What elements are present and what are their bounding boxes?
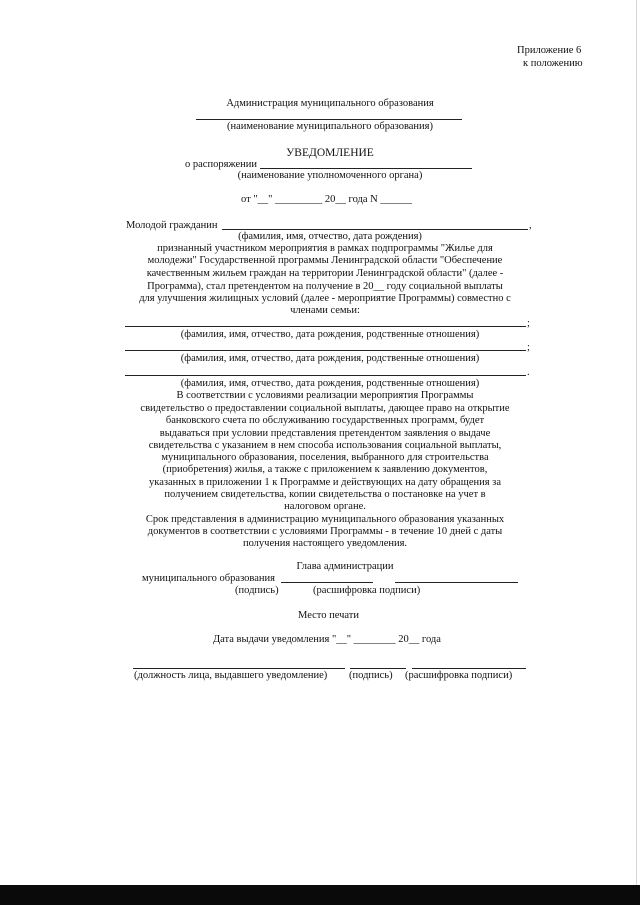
scan-edge: [636, 0, 637, 885]
date-line: от "__" _________ 20__ года N ______: [241, 194, 412, 205]
family-member-line-1: [125, 326, 526, 327]
body-text-2: свидетельство о предоставлении социальной выплаты, дающее право на открытие: [140, 403, 510, 414]
municipality-label: муниципального образования: [142, 573, 275, 584]
issuer-signature-line: [350, 668, 406, 669]
deadline-text-2: документов в соответствии с условиями Программы - в течение 10 дней с даты: [147, 526, 503, 537]
head-signature-caption: (подпись): [235, 585, 279, 596]
body-text-4: выдаваться при условии представления претендентом заявления о выдаче: [159, 428, 491, 439]
administration-caption: (наименование муниципального образования): [226, 121, 434, 132]
body-text-5: свидетельства с указанием в нем способа использования социальной выплаты,: [148, 440, 502, 451]
seal-place: Место печати: [298, 610, 360, 621]
body-text-9: получением свидетельства, копии свидетельства о постановке на учет в: [164, 489, 486, 500]
administration-line: [196, 119, 462, 120]
family-member-caption-3: (фамилия, имя, отчество, дата рождения, родственные отношения): [180, 378, 480, 389]
citizen-label: Молодой гражданин: [126, 220, 218, 231]
family-member-caption-2: (фамилия, имя, отчество, дата рождения, родственные отношения): [180, 353, 480, 364]
citizen-text-2: молодежи" Государственной программы Ленинградской области "Обеспечение: [147, 255, 503, 266]
citizen-line-end: ,: [529, 220, 532, 231]
body-text-3: банковского счета по обслуживанию государственных программ, будет: [165, 415, 485, 426]
family-member-end-3: .: [527, 367, 530, 378]
body-text-10: налоговом органе.: [284, 501, 366, 512]
position-line: [133, 668, 345, 669]
head-decode-line: [395, 582, 518, 583]
deadline-text-1: Срок представления в администрацию муниципального образования указанных: [145, 514, 505, 525]
issuer-signature-caption: (подпись): [349, 670, 393, 681]
issuer-decode-line: [412, 668, 526, 669]
family-member-caption-1: (фамилия, имя, отчество, дата рождения, родственные отношения): [180, 329, 480, 340]
citizen-caption: (фамилия, имя, отчество, дата рождения): [238, 231, 422, 242]
citizen-text-3: качественным жильем граждан на территории Ленинградской области" (далее -: [146, 268, 504, 279]
issuer-decode-caption: (расшифровка подписи): [405, 670, 513, 681]
head-signature-line: [281, 582, 373, 583]
order-caption: (наименование уполномоченного органа): [237, 170, 423, 181]
administration-title: Администрация муниципального образования: [226, 98, 434, 109]
citizen-line: [222, 229, 528, 230]
head-decode-caption: (расшифровка подписи): [313, 585, 421, 596]
scan-bottom-band: [0, 885, 640, 905]
family-member-line-2: [125, 350, 526, 351]
deadline-text-3: получения настоящего уведомления.: [242, 538, 408, 549]
citizen-text-5: для улучшения жилищных условий (далее - мероприятие Программы) совместно с: [139, 293, 511, 304]
appendix-reference: к положению: [523, 58, 583, 69]
position-caption: (должность лица, выдавшего уведомление): [134, 670, 328, 681]
family-member-end-1: ;: [527, 318, 530, 329]
issue-date: Дата выдачи уведомления "__" ________ 20__ года: [213, 634, 441, 645]
citizen-text-1: признанный участником мероприятия в рамках подпрограммы "Жилье для: [157, 243, 493, 254]
body-text-7: (приобретения) жилья, а также с приложением к заявлению документов,: [162, 464, 488, 475]
citizen-text-6: членами семьи:: [290, 305, 360, 316]
order-label: о распоряжении: [185, 159, 258, 170]
body-text-8: указанных в приложении 1 к Программе и действующих на дату обращения за: [149, 477, 501, 488]
body-text-1: В соответствии с условиями реализации мероприятия Программы: [176, 390, 474, 401]
appendix-number: Приложение 6: [517, 45, 582, 56]
body-text-6: муниципального образования, поселения, выбранного для строительства: [161, 452, 489, 463]
citizen-text-4: Программа), стал претендентом на получение в 20__ году социальной выплаты: [147, 281, 503, 292]
family-member-end-2: ;: [527, 342, 530, 353]
notice-title: УВЕДОМЛЕНИЕ: [286, 147, 374, 159]
order-line: [260, 168, 472, 169]
head-title: Глава администрации: [296, 561, 394, 572]
family-member-line-3: [125, 375, 526, 376]
